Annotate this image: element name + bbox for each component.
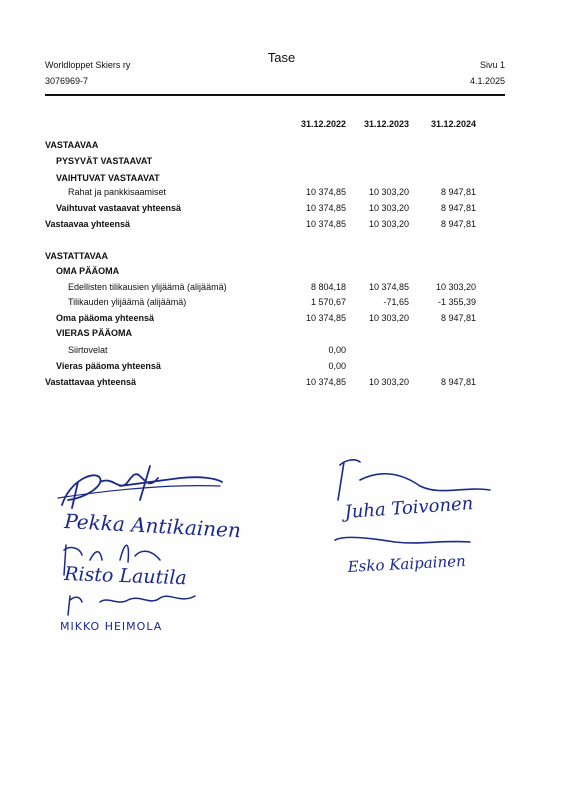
value-2022: 10 374,85 — [305, 313, 346, 323]
page-title: Tase — [267, 50, 296, 65]
row-label: Vastattavaa yhteensä — [45, 377, 137, 387]
row-label: Vieras pääoma yhteensä — [56, 361, 161, 371]
signature-left-name-3: MIKKO HEIMOLA — [60, 620, 163, 633]
signature-right-name-2: Esko Kaipainen — [347, 551, 467, 576]
signature-left-name-1: Pekka Antikainen — [63, 509, 242, 543]
value-2023: 10 303,20 — [368, 313, 409, 323]
subsection-heading: VAIHTUVAT VASTAAVAT — [56, 173, 160, 183]
row-label: Vastaavaa yhteensä — [45, 219, 131, 229]
value-2022: 8 804,18 — [310, 282, 346, 292]
signature-left-name-2: Risto Lautila — [63, 563, 188, 590]
value-2024: 8 947,81 — [440, 377, 476, 387]
value-2024: 8 947,81 — [440, 313, 476, 323]
value-2024: 8 947,81 — [440, 219, 476, 229]
report-date: 4.1.2025 — [469, 76, 505, 86]
value-2022: 0,00 — [328, 345, 346, 355]
value-2024: 8 947,81 — [440, 187, 476, 197]
value-2024: -1 355,39 — [437, 297, 476, 307]
value-2023: 10 303,20 — [368, 203, 409, 213]
column-header-2022: 31.12.2022 — [300, 119, 346, 129]
column-header-2024: 31.12.2024 — [430, 119, 476, 129]
value-2022: 10 374,85 — [305, 219, 346, 229]
row-label: Oma pääoma yhteensä — [56, 313, 155, 323]
business-id: 3076969-7 — [45, 76, 89, 86]
row-label: Vaihtuvat vastaavat yhteensä — [56, 203, 182, 213]
row-label: Rahat ja pankkisaamiset — [68, 187, 167, 197]
value-2022: 1 570,67 — [310, 297, 346, 307]
value-2022: 10 374,85 — [305, 377, 346, 387]
row-label: Tilikauden ylijäämä (alijäämä) — [68, 297, 187, 307]
row-label: Siirtovelat — [68, 345, 108, 355]
value-2022: 10 374,85 — [305, 203, 346, 213]
subsection-heading: PYSYVÄT VASTAAVAT — [56, 156, 153, 166]
page-number: Sivu 1 — [479, 60, 505, 70]
column-header-2023: 31.12.2023 — [363, 119, 409, 129]
value-2022: 10 374,85 — [305, 187, 346, 197]
value-2023: -71,65 — [383, 297, 409, 307]
section-heading: VASTATTAVAA — [45, 251, 108, 261]
value-2024: 10 303,20 — [435, 282, 476, 292]
subsection-heading: OMA PÄÄOMA — [56, 266, 120, 276]
organization-name: Worldloppet Skiers ry — [45, 60, 131, 70]
value-2023: 10 303,20 — [368, 219, 409, 229]
value-2024: 8 947,81 — [440, 203, 476, 213]
section-heading: VASTAAVAA — [45, 140, 99, 150]
signature-left-1 — [58, 466, 222, 508]
subsection-heading: VIERAS PÄÄOMA — [56, 328, 133, 338]
value-2023: 10 303,20 — [368, 377, 409, 387]
value-2022: 0,00 — [328, 361, 346, 371]
value-2023: 10 303,20 — [368, 187, 409, 197]
signature-right-name-1: Juha Toivonen — [343, 493, 474, 523]
row-label: Edellisten tilikausien ylijäämä (alijäämä) — [68, 282, 227, 292]
value-2023: 10 374,85 — [368, 282, 409, 292]
